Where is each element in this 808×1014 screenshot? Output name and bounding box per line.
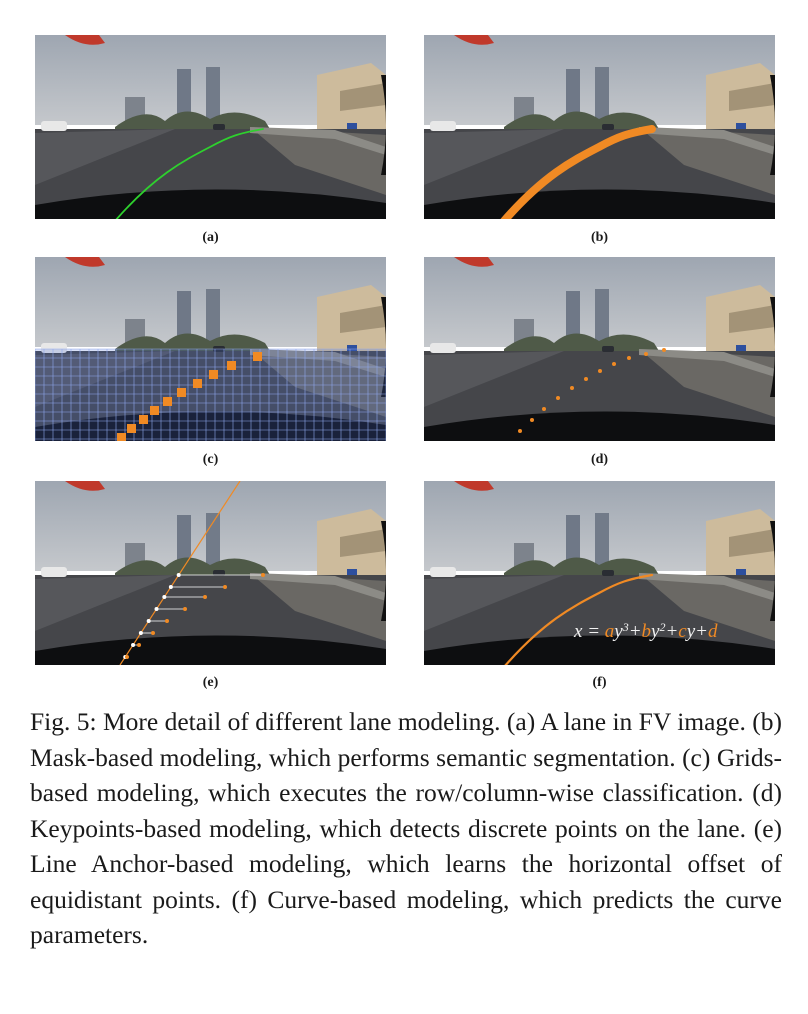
- grid-cell: [253, 352, 262, 361]
- keypoint: [612, 362, 616, 366]
- anchor-point: [131, 643, 135, 647]
- grid-cell: [117, 433, 126, 441]
- panel-a-image: [35, 35, 386, 219]
- grid-cell: [177, 388, 186, 397]
- grid-cell: [163, 397, 172, 406]
- panel-d-image: [424, 257, 775, 441]
- anchor-point: [177, 573, 181, 577]
- grid-cell: [139, 415, 148, 424]
- figure-caption: Fig. 5: More detail of different lane modeling. (a) A lane in FV image. (b) Mask-based modeling, which performs semantic segmentation. (c) Grids-based modeling, which executes the row/column-wise classification. (d) Keypoints-based modeling, which detects discrete points on the lane. (e) Line Anchor-based modeling, which learns the horizontal offset of equidistant points. (f) Curve-based modeling, which predicts the curve parameters.: [30, 707, 782, 949]
- grid-cell: [209, 370, 218, 379]
- anchor-point: [147, 619, 151, 623]
- keypoint: [644, 352, 648, 356]
- curve-formula: $x = ay^3+by^2+cy+d$: [574, 620, 718, 642]
- panel-c-image: [35, 257, 386, 441]
- lane-point: [137, 643, 141, 647]
- panel-a-label: (a): [202, 230, 219, 245]
- car: [602, 570, 614, 576]
- lane-point: [125, 655, 129, 659]
- grid-cell: [227, 361, 236, 370]
- grid-cell: [127, 424, 136, 433]
- keypoint: [530, 418, 534, 422]
- car: [41, 121, 67, 131]
- anchor-point: [162, 595, 166, 599]
- car: [602, 346, 614, 352]
- lane-point: [165, 619, 169, 623]
- panel-b-label: (b): [590, 230, 609, 245]
- panel-d-label: (d): [590, 452, 609, 467]
- lane-point: [203, 595, 207, 599]
- panel-c-label: (c): [202, 452, 219, 467]
- keypoint: [570, 386, 574, 390]
- car: [430, 567, 456, 577]
- anchor-point: [155, 607, 159, 611]
- car: [213, 124, 225, 130]
- panel-f-image: [424, 481, 775, 665]
- grid-tint: [35, 349, 386, 441]
- panel-b-image: [424, 35, 775, 219]
- keypoint: [556, 396, 560, 400]
- lane-point: [223, 585, 227, 589]
- keypoint: [542, 407, 546, 411]
- lane-point: [151, 631, 155, 635]
- car: [41, 567, 67, 577]
- keypoint: [584, 377, 588, 381]
- lane-point: [261, 573, 265, 577]
- keypoint: [598, 369, 602, 373]
- lane-point: [183, 607, 187, 611]
- anchor-point: [169, 585, 173, 589]
- keypoint: [518, 429, 522, 433]
- panel-f-label: (f): [592, 675, 607, 690]
- grid-cell: [193, 379, 202, 388]
- car: [430, 121, 456, 131]
- panel-e-label: (e): [202, 675, 219, 690]
- car: [430, 343, 456, 353]
- anchor-point: [139, 631, 143, 635]
- panel-e-image: [35, 481, 386, 665]
- car: [602, 124, 614, 130]
- grid-cell: [150, 406, 159, 415]
- keypoint: [662, 348, 666, 352]
- keypoint: [627, 356, 631, 360]
